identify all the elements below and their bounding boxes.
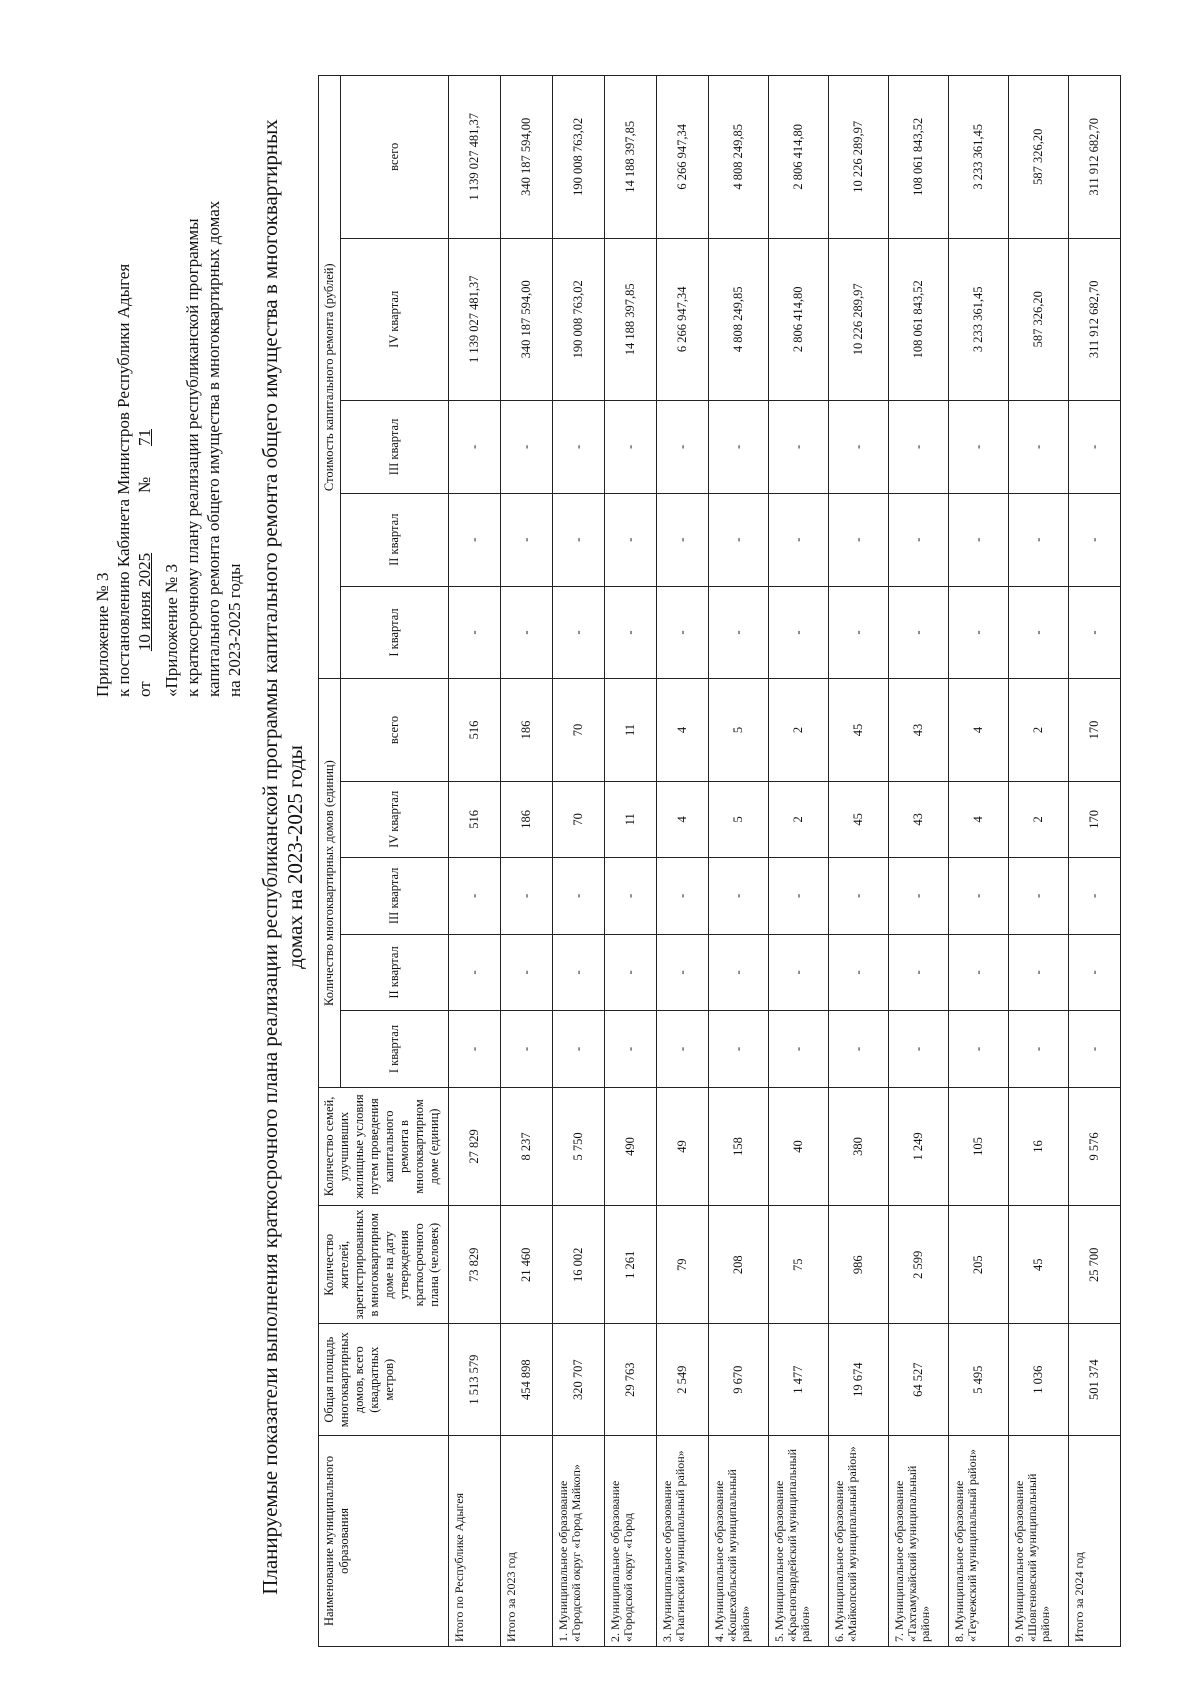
- cell-residents: 25 700: [1069, 1206, 1121, 1324]
- cell-residents: 986: [829, 1206, 889, 1324]
- cell-houses-q4: 70: [553, 781, 605, 858]
- cell-families: 158: [709, 1087, 769, 1205]
- cell-cost-total: 4 808 249,85: [709, 76, 769, 239]
- cell-name: Итого за 2023 год: [501, 1435, 553, 1646]
- cell-area: 1 036: [1009, 1324, 1069, 1435]
- cell-cost-q2: -: [769, 493, 829, 586]
- cell-houses-q3: -: [949, 858, 1009, 935]
- cell-cost-q1: -: [449, 586, 501, 679]
- cell-residents: 1 261: [605, 1206, 657, 1324]
- cell-houses-q1: -: [829, 1011, 889, 1088]
- cell-name: 9. Муниципальное образование «Шовгеновский муниципальный район»: [1009, 1435, 1069, 1646]
- cell-residents: 208: [709, 1206, 769, 1324]
- cell-houses-total: 186: [501, 679, 553, 781]
- cell-residents: 45: [1009, 1206, 1069, 1324]
- col-group-houses: Количество многоквартирных домов (единиц): [319, 679, 341, 1087]
- cell-houses-q3: -: [605, 858, 657, 935]
- cell-cost-q3: -: [1069, 401, 1121, 494]
- cell-families: 380: [829, 1087, 889, 1205]
- cell-families: 1 249: [889, 1087, 949, 1205]
- cell-area: 2 549: [657, 1324, 709, 1435]
- cell-name: 2. Муниципальное образование «Городской округ «Город: [605, 1435, 657, 1646]
- cell-cost-q2: -: [449, 493, 501, 586]
- plan-line-2: капитального ремонта общего имущества в многоквартирных домах: [204, 200, 223, 697]
- table-row: [1009, 76, 1069, 1647]
- cell-cost-q4: 1 139 027 481,37: [449, 238, 501, 400]
- cell-cost-q4: 2 806 414,80: [769, 238, 829, 400]
- cell-cost-q4: 108 061 843,52: [889, 238, 949, 400]
- cell-houses-q4: 43: [889, 781, 949, 858]
- cell-cost-q3: -: [605, 401, 657, 494]
- cell-residents: 2 599: [889, 1206, 949, 1324]
- cell-houses-q2: -: [501, 934, 553, 1011]
- cell-residents: 75: [769, 1206, 829, 1324]
- cell-houses-q2: -: [1069, 934, 1121, 1011]
- cell-houses-total: 516: [449, 679, 501, 781]
- table-row: [605, 76, 657, 1647]
- plan-line-3: на 2023-2025 годы: [225, 563, 244, 697]
- number-value: 71: [135, 429, 154, 447]
- cell-cost-q1: -: [605, 586, 657, 679]
- col-group-cost: Стоимость капитального ремонта (рублей): [319, 76, 341, 679]
- cell-name: Итого за 2024 год: [1069, 1435, 1121, 1646]
- cell-houses-q4: 2: [769, 781, 829, 858]
- cell-houses-q3: -: [501, 858, 553, 935]
- appendix-header: [92, 17, 245, 697]
- table-row: [501, 76, 553, 1647]
- cell-cost-q2: -: [657, 493, 709, 586]
- col-header-name: Наименование муниципального образования: [319, 1435, 449, 1646]
- cell-cost-q3: -: [1009, 401, 1069, 494]
- table-row: [949, 76, 1009, 1647]
- cell-cost-q3: -: [657, 401, 709, 494]
- cell-name: 5. Муниципальное образование «Красногвардейский муниципальный район»: [769, 1435, 829, 1646]
- cell-houses-total: 2: [769, 679, 829, 781]
- col-header-houses-q1: I квартал: [341, 1011, 449, 1088]
- cell-cost-q2: -: [605, 493, 657, 586]
- cell-families: 27 829: [449, 1087, 501, 1205]
- cell-cost-q4: 3 233 361,45: [949, 238, 1009, 400]
- cell-houses-q3: -: [889, 858, 949, 935]
- indicators-table: [318, 75, 1121, 1647]
- cell-houses-q1: -: [605, 1011, 657, 1088]
- cell-cost-q3: -: [501, 401, 553, 494]
- cell-area: 9 670: [709, 1324, 769, 1435]
- cell-houses-q4: 2: [1009, 781, 1069, 858]
- cell-houses-q4: 4: [657, 781, 709, 858]
- cell-area: 19 674: [829, 1324, 889, 1435]
- cell-cost-q4: 4 808 249,85: [709, 238, 769, 400]
- col-header-houses-q3: III квартал: [341, 858, 449, 935]
- cell-houses-q4: 186: [501, 781, 553, 858]
- cell-houses-q1: -: [501, 1011, 553, 1088]
- cell-houses-q4: 516: [449, 781, 501, 858]
- cell-cost-total: 14 188 397,85: [605, 76, 657, 239]
- cell-area: 1 477: [769, 1324, 829, 1435]
- cell-houses-q1: -: [889, 1011, 949, 1088]
- cell-houses-q4: 170: [1069, 781, 1121, 858]
- cell-houses-total: 4: [949, 679, 1009, 781]
- cell-cost-q4: 311 912 682,70: [1069, 238, 1121, 400]
- cell-cost-total: 3 233 361,45: [949, 76, 1009, 239]
- table-row: [829, 76, 889, 1647]
- cell-name: 7. Муниципальное образование «Тахтамукайский муниципальный район»: [889, 1435, 949, 1646]
- cell-houses-q3: -: [709, 858, 769, 935]
- date-number-line: [134, 17, 155, 697]
- table-row: [889, 76, 949, 1647]
- cell-houses-q2: -: [889, 934, 949, 1011]
- col-header-cost-total: всего: [341, 76, 449, 239]
- cell-houses-q3: -: [829, 858, 889, 935]
- cell-houses-q3: -: [769, 858, 829, 935]
- cell-families: 40: [769, 1087, 829, 1205]
- cell-houses-q1: -: [553, 1011, 605, 1088]
- cell-cost-total: 10 226 289,97: [829, 76, 889, 239]
- cell-houses-q3: -: [1009, 858, 1069, 935]
- cell-area: 454 898: [501, 1324, 553, 1435]
- cell-cost-q3: -: [829, 401, 889, 494]
- cell-cost-q4: 6 266 947,34: [657, 238, 709, 400]
- cell-houses-total: 4: [657, 679, 709, 781]
- cell-houses-total: 45: [829, 679, 889, 781]
- cell-residents: 73 829: [449, 1206, 501, 1324]
- cell-cost-q2: -: [553, 493, 605, 586]
- table-row: [553, 76, 605, 1647]
- cell-name: Итого по Республике Адыгея: [449, 1435, 501, 1646]
- cell-houses-q4: 5: [709, 781, 769, 858]
- col-header-cost-q4: IV квартал: [341, 238, 449, 400]
- table-row: [709, 76, 769, 1647]
- cell-houses-q3: -: [449, 858, 501, 935]
- cell-houses-total: 70: [553, 679, 605, 781]
- date-value: 10 июня 2025: [135, 552, 154, 652]
- document-title: Планируемые показатели выполнения краткосрочного плана реализации республиканской программы капитального ремонта общего имущества в многоквартирных домах на 2023-2025 годы: [258, 119, 307, 1595]
- cell-residents: 21 460: [501, 1206, 553, 1324]
- cell-cost-q2: -: [889, 493, 949, 586]
- table-row: [657, 76, 709, 1647]
- cell-cost-q2: -: [1069, 493, 1121, 586]
- cell-cost-q3: -: [709, 401, 769, 494]
- col-header-residents: Количество жителей, зарегистрированных в многоквартирном доме на дату утверждения краткосрочного плана (человек): [319, 1206, 449, 1324]
- cell-houses-q1: -: [949, 1011, 1009, 1088]
- col-header-area: Общая площадь многоквартирных домов, всего (квадратных метров): [319, 1324, 449, 1435]
- cell-houses-q1: -: [769, 1011, 829, 1088]
- cell-houses-total: 5: [709, 679, 769, 781]
- cell-houses-q1: -: [1069, 1011, 1121, 1088]
- cell-cost-total: 1 139 027 481,37: [449, 76, 501, 239]
- table-row: [1069, 76, 1121, 1647]
- cell-houses-q2: -: [949, 934, 1009, 1011]
- cell-families: 8 237: [501, 1087, 553, 1205]
- cell-residents: 205: [949, 1206, 1009, 1324]
- cell-houses-q1: -: [1009, 1011, 1069, 1088]
- cell-houses-q3: -: [657, 858, 709, 935]
- cell-cost-q1: -: [709, 586, 769, 679]
- cell-cost-total: 108 061 843,52: [889, 76, 949, 239]
- cell-area: 29 763: [605, 1324, 657, 1435]
- cell-cost-q1: -: [889, 586, 949, 679]
- cell-cost-q1: -: [1069, 586, 1121, 679]
- cell-cost-q2: -: [829, 493, 889, 586]
- cell-cost-q3: -: [553, 401, 605, 494]
- cell-name: 4. Муниципальное образование «Кошехабльский муниципальный район»: [709, 1435, 769, 1646]
- cell-houses-q2: -: [657, 934, 709, 1011]
- cell-name: 1. Муниципальное образование «Городской округ «Город Майкоп»: [553, 1435, 605, 1646]
- cell-cost-q1: -: [553, 586, 605, 679]
- cell-name: 6. Муниципальное образование «Майкопский муниципальный район»: [829, 1435, 889, 1646]
- cell-houses-q4: 11: [605, 781, 657, 858]
- cell-cost-q2: -: [709, 493, 769, 586]
- cell-area: 501 374: [1069, 1324, 1121, 1435]
- appendix-label: Приложение № 3: [93, 572, 112, 697]
- cell-houses-q2: -: [605, 934, 657, 1011]
- cell-houses-total: 11: [605, 679, 657, 781]
- cell-cost-q1: -: [1009, 586, 1069, 679]
- col-header-cost-q3: III квартал: [341, 401, 449, 494]
- cell-families: 16: [1009, 1087, 1069, 1205]
- cell-area: 5 495: [949, 1324, 1009, 1435]
- cell-cost-q3: -: [449, 401, 501, 494]
- quote-appendix-label: «Приложение № 3: [162, 564, 181, 697]
- cell-cost-q3: -: [769, 401, 829, 494]
- cell-families: 49: [657, 1087, 709, 1205]
- plan-line-1: к краткосрочному плану реализации республиканской программы: [183, 218, 202, 697]
- cell-cost-total: 587 326,20: [1009, 76, 1069, 239]
- cell-area: 1 513 579: [449, 1324, 501, 1435]
- cell-houses-total: 170: [1069, 679, 1121, 781]
- cell-area: 64 527: [889, 1324, 949, 1435]
- cell-cost-total: 311 912 682,70: [1069, 76, 1121, 239]
- cell-name: 8. Муниципальное образование «Теучежский муниципальный район»: [949, 1435, 1009, 1646]
- cell-families: 105: [949, 1087, 1009, 1205]
- cell-houses-q4: 45: [829, 781, 889, 858]
- col-header-families: Количество семей, улучшивших жилищные условия путем проведения капитального ремонта в многоквартирном доме (единиц): [319, 1087, 449, 1205]
- cell-houses-total: 2: [1009, 679, 1069, 781]
- cell-cost-q2: -: [501, 493, 553, 586]
- cell-houses-q1: -: [657, 1011, 709, 1088]
- table-row: [449, 76, 501, 1647]
- cell-houses-q2: -: [1009, 934, 1069, 1011]
- cell-families: 490: [605, 1087, 657, 1205]
- cell-cost-q1: -: [657, 586, 709, 679]
- date-prefix: от: [135, 681, 154, 697]
- cell-cost-q4: 340 187 594,00: [501, 238, 553, 400]
- cell-houses-q2: -: [709, 934, 769, 1011]
- cell-houses-q1: -: [709, 1011, 769, 1088]
- cell-cost-q1: -: [949, 586, 1009, 679]
- cell-cost-total: 190 008 763,02: [553, 76, 605, 239]
- col-header-houses-q2: II квартал: [341, 934, 449, 1011]
- col-header-cost-q2: II квартал: [341, 493, 449, 586]
- cell-families: 5 750: [553, 1087, 605, 1205]
- cell-cost-q4: 14 188 397,85: [605, 238, 657, 400]
- cell-houses-q2: -: [449, 934, 501, 1011]
- cell-residents: 16 002: [553, 1206, 605, 1324]
- cell-houses-total: 43: [889, 679, 949, 781]
- cell-residents: 79: [657, 1206, 709, 1324]
- cell-cost-total: 340 187 594,00: [501, 76, 553, 239]
- cell-cost-q3: -: [889, 401, 949, 494]
- cell-houses-q2: -: [553, 934, 605, 1011]
- cell-houses-q2: -: [769, 934, 829, 1011]
- col-header-houses-q4: IV квартал: [341, 781, 449, 858]
- cell-name: 3. Муниципальное образование «Гиагинский муниципальный район»: [657, 1435, 709, 1646]
- cell-cost-q4: 10 226 289,97: [829, 238, 889, 400]
- cell-cost-q1: -: [829, 586, 889, 679]
- cell-area: 320 707: [553, 1324, 605, 1435]
- cell-cost-q4: 190 008 763,02: [553, 238, 605, 400]
- cell-cost-total: 2 806 414,80: [769, 76, 829, 239]
- cell-houses-q1: -: [449, 1011, 501, 1088]
- cell-cost-total: 6 266 947,34: [657, 76, 709, 239]
- cell-houses-q4: 4: [949, 781, 1009, 858]
- cell-cost-q1: -: [501, 586, 553, 679]
- cell-cost-q2: -: [949, 493, 1009, 586]
- cell-houses-q3: -: [1069, 858, 1121, 935]
- table-row: [769, 76, 829, 1647]
- cell-families: 9 576: [1069, 1087, 1121, 1205]
- col-header-houses-total: всего: [341, 679, 449, 781]
- cell-cost-q2: -: [1009, 493, 1069, 586]
- cell-houses-q3: -: [553, 858, 605, 935]
- number-prefix: №: [135, 476, 154, 494]
- cell-cost-q3: -: [949, 401, 1009, 494]
- cell-cost-q4: 587 326,20: [1009, 238, 1069, 400]
- resolution-line: к постановлению Кабинета Министров Республики Адыгея: [114, 263, 133, 697]
- cell-cost-q1: -: [769, 586, 829, 679]
- col-header-cost-q1: I квартал: [341, 586, 449, 679]
- cell-houses-q2: -: [829, 934, 889, 1011]
